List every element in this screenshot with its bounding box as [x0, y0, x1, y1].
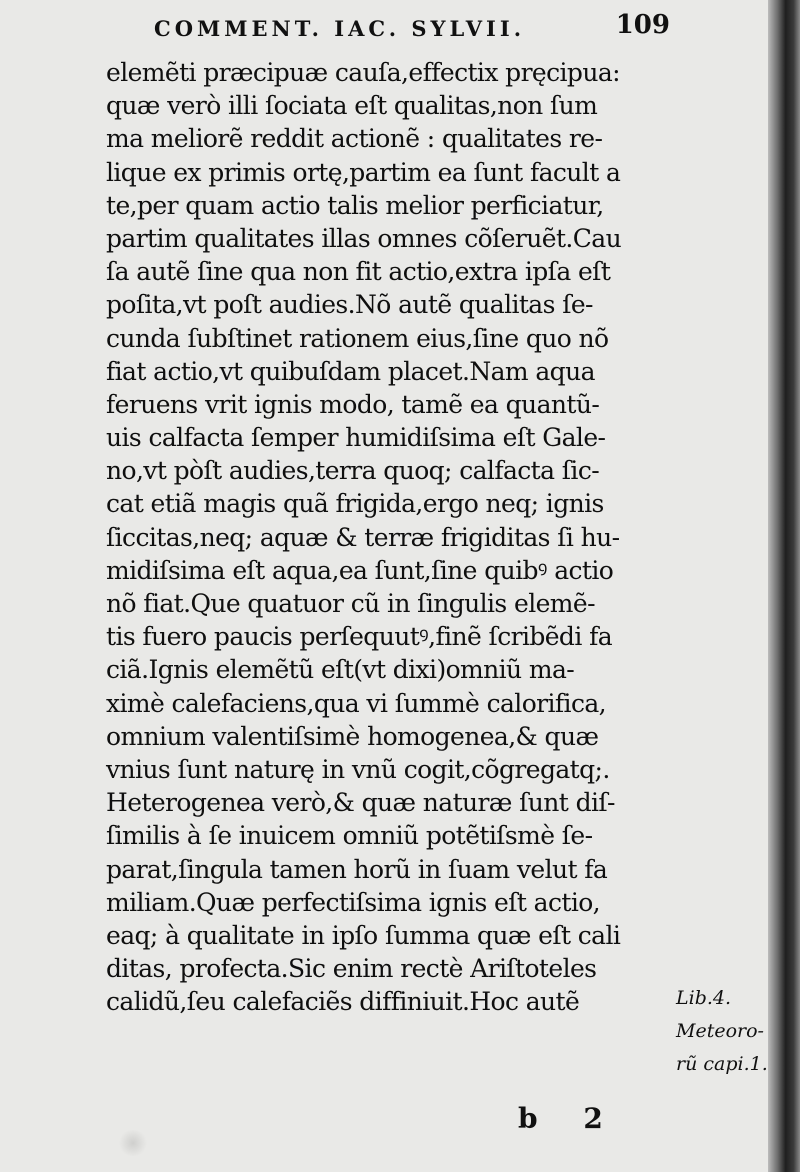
text-line: ſa autẽ ſine qua non fit actio,extra ipſa eſt — [106, 257, 611, 287]
marginal-note-line: rũ capi.1. — [676, 1053, 768, 1076]
ink-smudge — [118, 1130, 148, 1156]
body-text — [106, 56, 672, 1018]
text-line: parat,ſingula tamen horũ in ſuam velut fa — [106, 854, 608, 884]
marginal-note-line: Meteoro- — [676, 1020, 764, 1043]
text-line: eaq; à qualitate in ipſo ſumma quæ eſt cali — [106, 920, 621, 950]
text-line: ſiccitas,neq; aquæ & terræ frigiditas ſi hu- — [106, 522, 620, 552]
text-line: ciã.Ignis elemẽtũ eſt(vt dixi)omniũ ma- — [106, 655, 575, 685]
text-line: vnius ſunt naturę in vnũ cogit,cõgregatq;. — [106, 754, 610, 784]
text-line: ma meliorẽ reddit actionẽ : qualitates re- — [106, 124, 603, 154]
text-line: midiſsima eſt aqua,ea ſunt,ſine quibꝰ actio — [106, 555, 614, 585]
text-line: cat etiã magis quã frigida,ergo neq; ignis — [106, 489, 604, 519]
text-line: poſita,vt poſt audies.Nõ autẽ qualitas ſe- — [106, 290, 593, 320]
text-line: Heterogenea verò,& quæ naturæ ſunt diſ- — [106, 788, 615, 818]
text-line: ximè calefaciens,qua vi ſummè calorifica, — [106, 688, 606, 718]
running-head: COMMENT. IAC. SYLVII. — [154, 16, 526, 41]
marginal-note — [676, 982, 794, 1082]
text-line: quæ verò illi ſociata eſt qualitas,non ſum — [106, 91, 598, 121]
text-line: ſimilis à ſe inuicem omniũ potẽtiſsmè ſe- — [106, 821, 593, 851]
text-line: partim qualitates illas omnes cõſeruẽt.Cau — [106, 223, 622, 253]
signature-mark: b 2 — [518, 1102, 621, 1135]
text-line: miliam.Quæ perfectiſsima ignis eſt actio, — [106, 887, 601, 917]
text-line: lique ex primis ortę,partim ea ſunt facult a — [106, 157, 621, 187]
text-line: tis fuero paucis perſequutꝰ,finẽ ſcribẽdi fa — [106, 622, 613, 652]
marginal-note-line: Lib.4. — [676, 987, 732, 1009]
text-line: uis calfacta ſemper humidiſsima eſt Gale- — [106, 423, 606, 453]
page-number: 109 — [615, 10, 670, 40]
text-line: omnium valentiſsimè homogenea,& quæ — [106, 721, 599, 751]
text-line: fiat actio,vt quibuſdam placet.Nam aqua — [106, 356, 595, 386]
text-line: ditas, profecta.Sic enim rectè Ariſtoteles — [106, 954, 597, 984]
text-line: cunda ſubſtinet rationem eius,ſine quo nõ — [106, 323, 609, 353]
text-line: no,vt pòſt audies,terra quoq; calfacta ſic- — [106, 456, 600, 486]
text-line: calidũ,ſeu calefaciẽs diffiniuit.Hoc autẽ — [106, 987, 580, 1017]
text-line: feruens vrit ignis modo, tamẽ ea quantũ- — [106, 389, 600, 419]
text-line: te,per quam actio talis melior perficiatur, — [106, 190, 604, 220]
text-line: elemẽti præcipuæ cauſa,effectix pręcipua: — [106, 58, 620, 87]
text-line: nõ fiat.Que quatuor cũ in ſingulis elemẽ- — [106, 589, 595, 618]
page-header — [150, 6, 670, 42]
